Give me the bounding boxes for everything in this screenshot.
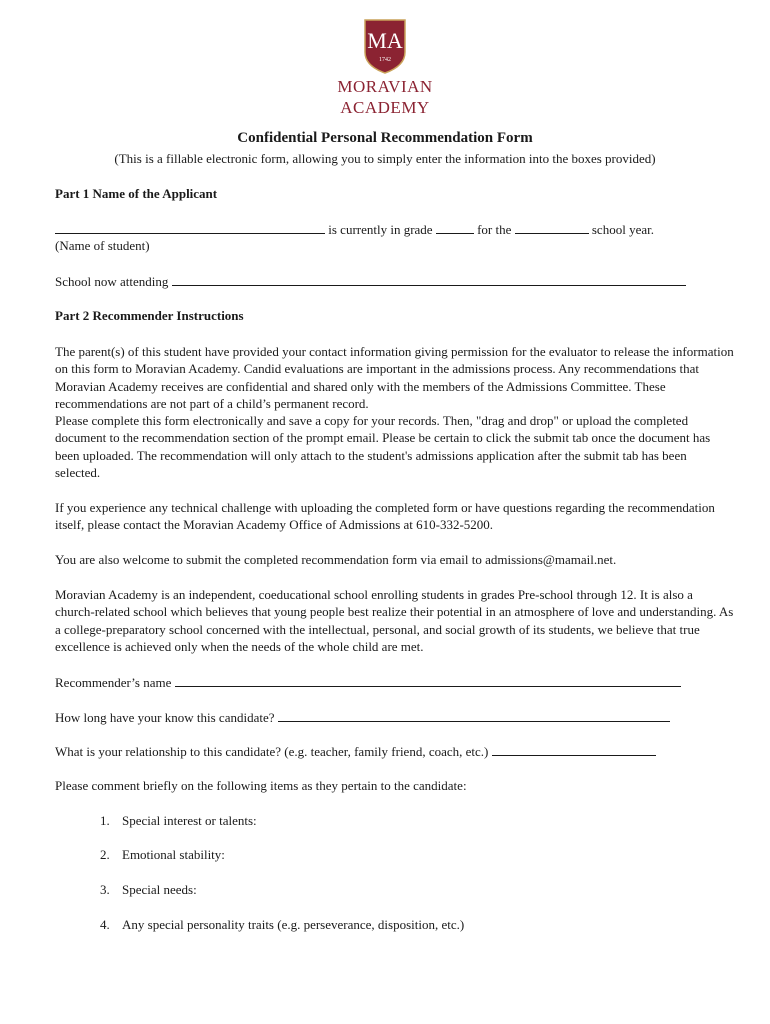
school-label: School now attending <box>55 274 169 289</box>
recommender-name-label: Recommender’s name <box>55 675 172 690</box>
form-title: Confidential Personal Recommendation Form <box>237 130 533 146</box>
student-name-field[interactable] <box>55 221 325 234</box>
brand-line-2: ACADEMY <box>340 98 430 117</box>
how-long-label: How long have your know this candidate? <box>55 710 275 725</box>
instructions-paragraph <box>55 343 735 481</box>
list-item: 4. Any special personality traits (e.g. perseverance, disposition, etc.) <box>100 917 465 932</box>
for-the-text: for the <box>477 222 512 237</box>
part2-heading: Part 2 Recommender Instructions <box>55 308 244 323</box>
school-attending-line <box>55 273 686 290</box>
list-item: 1. Special interest or talents: <box>100 813 257 828</box>
school-year-field[interactable] <box>515 221 589 234</box>
name-caption: (Name of student) <box>55 238 150 253</box>
email-paragraph: You are also welcome to submit the completed recommendation form via email to admissions@mamail.net. <box>55 552 617 567</box>
relationship-field[interactable] <box>492 743 656 756</box>
form-subtitle: (This is a fillable electronic form, allowing you to simply enter the information into the boxes provided) <box>114 151 656 166</box>
list-item: 2. Emotional stability: <box>100 847 225 862</box>
relationship-label: What is your relationship to this candidate? (e.g. teacher, family friend, coach, etc.) <box>55 744 489 759</box>
brand-line-1: MORAVIAN <box>337 77 433 96</box>
school-field[interactable] <box>172 273 686 286</box>
student-grade-line <box>55 221 654 238</box>
logo-year: 1742 <box>379 57 391 63</box>
recommender-name-line <box>55 674 681 691</box>
relationship-line <box>55 743 656 760</box>
part1-heading: Part 1 Name of the Applicant <box>55 186 218 201</box>
list-item: 3. Special needs: <box>100 882 197 897</box>
instructions-text-b: Please complete this form electronically and save a copy for your records. Then, "drag and drop" or upload the completed document to the recommendation section of the prompt email. Please be certain to click the submit tab once the document has been uploaded. The recommendation will only attach to the student's admissions application after the submit tab has been selected. <box>55 413 711 481</box>
grade-text: is currently in grade <box>328 222 433 237</box>
grade-field[interactable] <box>436 221 474 234</box>
comment-intro: Please comment briefly on the following items as they pertain to the candidate: <box>55 778 467 793</box>
shield-icon <box>361 18 409 74</box>
recommender-name-field[interactable] <box>175 674 681 687</box>
how-long-field[interactable] <box>278 709 670 722</box>
how-long-line <box>55 709 670 726</box>
technical-help-paragraph: If you experience any technical challenge with uploading the completed form or have questions regarding the recommendation itself, please contact the Moravian Academy Office of Admissions at 610-332-5200. <box>55 500 715 533</box>
logo-monogram: MA <box>367 28 403 53</box>
school-logo <box>0 18 770 116</box>
instructions-text-a: The parent(s) of this student have provided your contact information giving permission for the evaluator to release the information on this form to Moravian Academy. Candid evaluations are important in the admissions process. Any recommendations that Moravian Academy receives are confidential and shared only with the members of the Admissions Committee. These recommendations are not part of a child’s permanent record. <box>55 344 734 411</box>
school-year-text: school year. <box>591 222 654 237</box>
about-school-paragraph: Moravian Academy is an independent, coeducational school enrolling students in grades Pre-school through 12. It is also a church-related school which believes that young people best realize their potential in an atmosphere of love and understanding. As a college-preparatory school concerned with the intellectual, personal, and social growth of its students, we believe that true excellence is achieved only when the needs of the whole child are met. <box>55 587 734 654</box>
